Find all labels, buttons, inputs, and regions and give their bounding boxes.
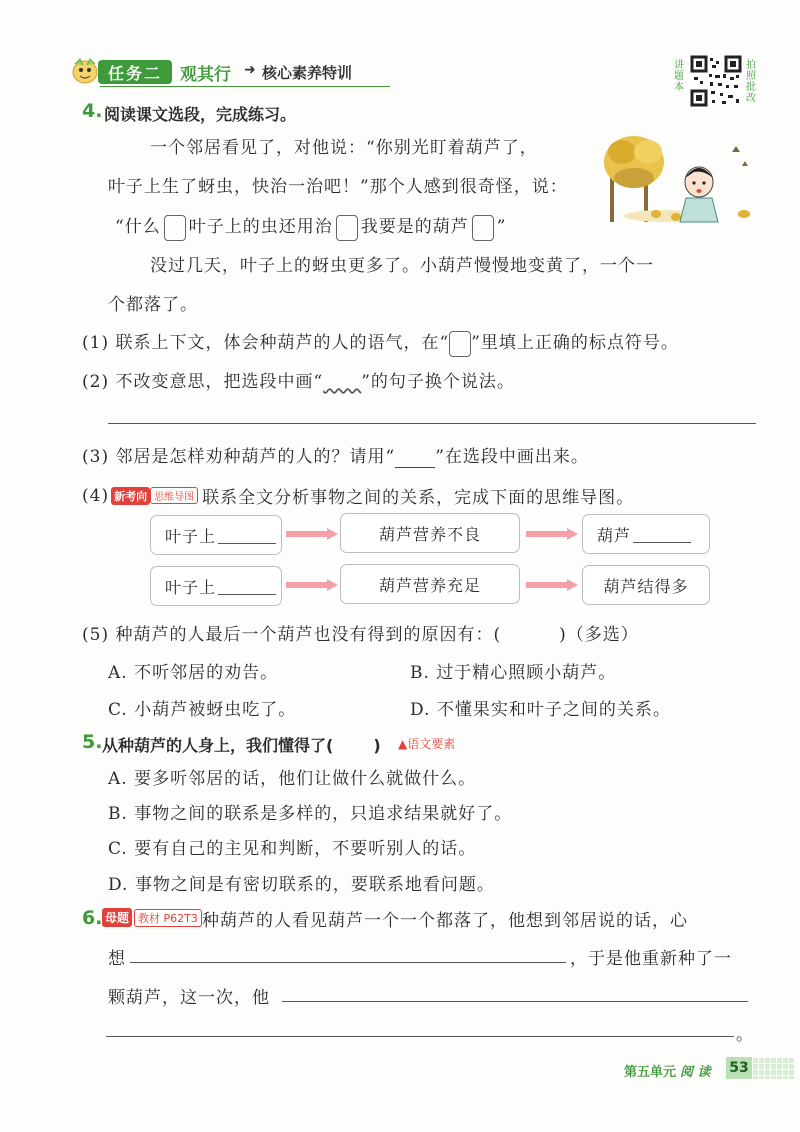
option-4-5-b[interactable]: B. 过于精心照顾小葫芦。 bbox=[410, 663, 617, 683]
mindmap-arrow-1 bbox=[286, 528, 338, 540]
question-6-line-1: 种葫芦的人看见葫芦一个一个都落了，他想到邻居说的话，心 bbox=[202, 911, 688, 931]
qr-code-icon[interactable] bbox=[690, 55, 742, 107]
gourd-illustration bbox=[604, 122, 754, 226]
punctuation-example-box bbox=[449, 331, 471, 357]
mindmap-row1-cause[interactable]: 叶子上 bbox=[150, 515, 282, 555]
question-4-title: 阅读课文选段，完成练习。 bbox=[104, 105, 297, 124]
wavy-underline-mark bbox=[323, 372, 361, 392]
question-5-title: 从种葫芦的人身上，我们懂得了( ) bbox=[102, 736, 381, 755]
question-5-number: 5. bbox=[82, 731, 103, 753]
passage-line-3: “什么 叶子上的虫还用治 我要是的葫芦 ” bbox=[115, 212, 506, 241]
mindmap-arrow-4 bbox=[526, 579, 578, 591]
question-6-line-2a: 想 bbox=[108, 949, 126, 969]
sub-question-5: (5) 种葫芦的人最后一个葫芦也没有得到的原因有：( )（多选） bbox=[82, 625, 639, 645]
section-subtitle: 核心素养特训 bbox=[262, 64, 353, 82]
option-4-5-c[interactable]: C. 小葫芦被蚜虫吃了。 bbox=[108, 700, 297, 720]
passage-line-5: 个都落了。 bbox=[108, 295, 198, 315]
task-badge: 任务二 bbox=[98, 60, 172, 84]
question-6-line-3: 颗葫芦，这一次，他 bbox=[108, 988, 270, 1008]
sub-question-2: (2) 不改变意思，把选段中画“ ”的句子换个说法。 bbox=[82, 372, 515, 392]
footer-unit: 第五单元 bbox=[624, 1065, 677, 1080]
mindmap-arrow-3 bbox=[286, 579, 338, 591]
question-6-number: 6. bbox=[82, 907, 103, 929]
punctuation-box-3[interactable] bbox=[472, 215, 494, 241]
question-6-end-mark: 。 bbox=[736, 1025, 754, 1045]
sub-question-4: (4) 新考向 思维导图 联系全文分析事物之间的关系，完成下面的思维导图。 bbox=[82, 485, 635, 508]
mindmap-blank-1[interactable] bbox=[218, 527, 276, 544]
answer-line-q6-3[interactable] bbox=[106, 1036, 734, 1037]
footer-grid-decoration bbox=[752, 1057, 794, 1079]
option-4-5-d[interactable]: D. 不懂果实和叶子之间的关系。 bbox=[410, 700, 671, 720]
option-5-c[interactable]: C. 要有自己的主见和判断，不要听别人的话。 bbox=[108, 839, 477, 859]
punctuation-box-2[interactable] bbox=[336, 215, 358, 241]
answer-line-q6-2[interactable] bbox=[282, 1001, 748, 1002]
mindmap-arrow-2 bbox=[526, 528, 578, 540]
option-5-b[interactable]: B. 事物之间的联系是多样的，只追求结果就好了。 bbox=[108, 804, 513, 824]
footer-subject: 阅 读 bbox=[680, 1065, 711, 1080]
passage-line-1: 一个邻居看见了，对他说：“你别光盯着葫芦了， bbox=[150, 138, 538, 158]
option-4-5-a[interactable]: A. 不听邻居的劝告。 bbox=[108, 663, 279, 683]
page-number: 53 bbox=[726, 1057, 752, 1079]
passage-line-4: 没过几天，叶子上的蚜虫更多了。小葫芦慢慢地变黄了，一个一 bbox=[150, 256, 654, 276]
header-mascot-icon bbox=[70, 58, 100, 84]
qr-right-label: 拍照批改 bbox=[746, 60, 756, 104]
sub-question-3: (3) 邻居是怎样劝种葫芦的人的？请用“ ”在选段中画出来。 bbox=[82, 447, 589, 467]
mindmap-blank-3[interactable] bbox=[218, 578, 276, 595]
mindmap-row2-cause[interactable]: 叶子上 bbox=[150, 566, 282, 606]
arrow-right-icon: ➜ bbox=[244, 62, 256, 78]
header-divider bbox=[100, 86, 390, 87]
answer-line-q6-1[interactable] bbox=[130, 962, 566, 963]
mother-question-tag: 母题 bbox=[102, 908, 132, 927]
underline-mark bbox=[395, 447, 435, 468]
mindmap-row1-result[interactable]: 葫芦 bbox=[582, 514, 710, 554]
mindmap-blank-2[interactable] bbox=[633, 526, 691, 543]
question-4-number: 4. bbox=[82, 100, 103, 122]
textbook-ref-tag: 教材 P62T3 bbox=[134, 909, 202, 927]
mindmap-row2-middle: 葫芦营养充足 bbox=[340, 564, 520, 604]
chinese-elements-tag: ▲语文要素 bbox=[398, 737, 456, 751]
section-title: 观其行 bbox=[180, 65, 231, 85]
mindmap-row1-middle: 葫芦营养不良 bbox=[340, 513, 520, 553]
punctuation-box-1[interactable] bbox=[164, 215, 186, 241]
qr-left-label: 讲题本 bbox=[674, 60, 684, 93]
sub-question-1: (1) 联系上下文，体会种葫芦的人的语气，在“ ”里填上正确的标点符号。 bbox=[82, 328, 679, 357]
option-5-d[interactable]: D. 事物之间是有密切联系的，要联系地看问题。 bbox=[108, 875, 495, 895]
question-6-line-2b: ，于是他重新种了一 bbox=[570, 949, 732, 969]
mind-map-tag: 思维导图 bbox=[150, 487, 198, 504]
option-5-a[interactable]: A. 要多听邻居的话，他们让做什么就做什么。 bbox=[108, 769, 477, 789]
answer-line-q4-2[interactable] bbox=[108, 423, 756, 424]
new-trend-tag: 新考向 bbox=[111, 487, 150, 505]
mindmap-row2-result: 葫芦结得多 bbox=[582, 565, 710, 605]
passage-line-2: 叶子上生了蚜虫，快治一治吧！”那个人感到很奇怪，说： bbox=[108, 177, 568, 197]
